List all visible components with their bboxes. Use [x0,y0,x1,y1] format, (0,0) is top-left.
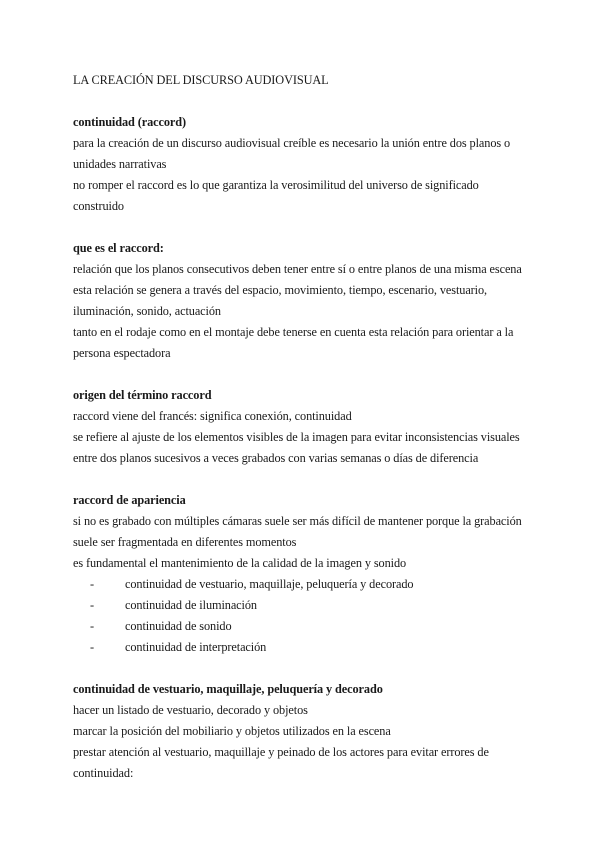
paragraph: relación que los planos consecutivos deben tener entre sí o entre planos de una misma escena [73,262,522,276]
paragraph: prestar atención al vestuario, maquillaje y peinado de los actores para evitar errores de continuidad: [73,745,489,780]
bullet-text: continuidad de sonido [125,619,232,633]
dash-marker: - [90,598,94,612]
section-heading: raccord de apariencia [73,493,186,507]
bullet-item [90,637,530,658]
bullet-text: continuidad de iluminación [125,598,257,612]
bullet-item [90,616,530,637]
section-heading: continuidad de vestuario, maquillaje, peluquería y decorado [73,682,383,696]
paragraph: esta relación se genera a través del espacio, movimiento, tiempo, escenario, vestuario, iluminación, sonido, actuación [73,283,488,318]
paragraph: para la creación de un discurso audiovisual creíble es necesario la unión entre dos planos o unidades narrativas [73,136,511,171]
dash-marker: - [90,640,94,654]
dash-marker: - [90,619,94,633]
paragraph: si no es grabado con múltiples cámaras suele ser más difícil de mantener porque la grabación suele ser fragmentada en diferentes momentos [73,514,522,549]
section-heading: continuidad (raccord) [73,115,187,129]
paragraph: no romper el raccord es lo que garantiza la verosimilitud del universo de significado construido [73,178,479,213]
section-heading: que es el raccord: [73,241,164,255]
section-heading: origen del término raccord [73,388,212,402]
paragraph: raccord viene del francés: significa conexión, continuidad [73,409,352,423]
bullet-text: continuidad de interpretación [125,640,267,654]
paragraph: se refiere al ajuste de los elementos visibles de la imagen para evitar inconsistencias visuales entre dos planos sucesivos a veces grabados con varias semanas o días de diferencia [73,430,520,465]
section-raccord-de-apariencia [73,490,530,658]
document-title: LA CREACIÓN DEL DISCURSO AUDIOVISUAL [73,73,329,87]
paragraph: hacer un listado de vestuario, decorado y objetos [73,703,308,717]
section-continuidad-raccord [73,112,530,217]
bullet-item [90,574,530,595]
paragraph: tanto en el rodaje como en el montaje debe tenerse en cuenta esta relación para orientar a la persona espectadora [73,325,514,360]
section-origen-del-termino [73,385,530,469]
paragraph: marcar la posición del mobiliario y objetos utilizados en la escena [73,724,391,738]
bullet-item [90,595,530,616]
section-continuidad-de-vestuario [73,679,530,784]
section-que-es-el-raccord [73,238,530,364]
bullet-text: continuidad de vestuario, maquillaje, peluquería y decorado [125,577,414,591]
dash-marker: - [90,577,94,591]
paragraph: es fundamental el mantenimiento de la calidad de la imagen y sonido [73,556,407,570]
bullet-list [73,574,530,658]
